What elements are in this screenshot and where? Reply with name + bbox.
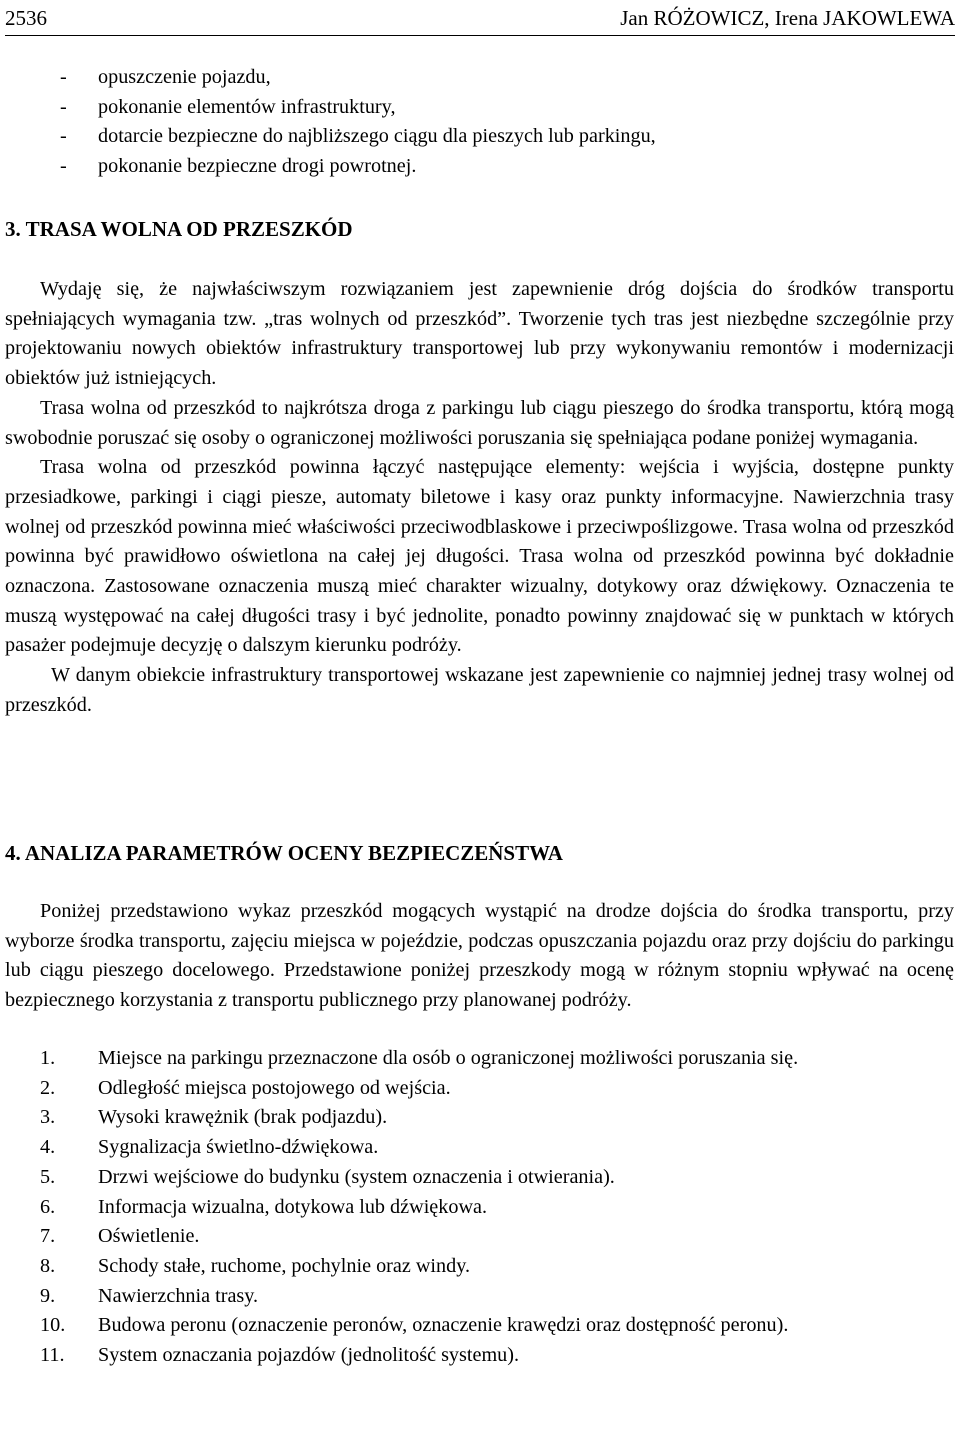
section-3-body xyxy=(5,275,954,721)
list-item xyxy=(60,63,940,93)
list-item xyxy=(60,93,940,123)
list-number: 4. xyxy=(40,1136,56,1159)
list-item xyxy=(40,1074,954,1104)
list-number: 2. xyxy=(40,1076,56,1099)
list-item xyxy=(40,1193,954,1223)
paragraph: Trasa wolna od przeszkód to najkrótsza droga z parkingu lub ciągu pieszego do środka transportu, którą mogą swobodnie poruszać się osoby o ograniczonej możliwości poruszania się spełniająca podane poniżej wymagania. xyxy=(5,396,954,449)
list-item-text: Schody stałe, ruchome, pochylnie oraz windy. xyxy=(98,1254,471,1277)
list-item-text: Drzwi wejściowe do budynku (system oznaczenia i otwierania). xyxy=(98,1165,615,1188)
list-item-text: Budowa peronu (oznaczenie peronów, oznaczenie krawędzi oraz dostępność peronu). xyxy=(98,1314,789,1337)
list-item-text: dotarcie bezpieczne do najbliższego ciągu dla pieszych lub parkingu, xyxy=(98,125,656,148)
paragraph: W danym obiekcie infrastruktury transportowej wskazane jest zapewnienie co najmniej jednej trasy wolnej od przeszkód. xyxy=(5,664,954,716)
list-item-text: Miejsce na parkingu przeznaczone dla osób o ograniczonej możliwości poruszania się. xyxy=(98,1047,799,1069)
page-number: 2536 xyxy=(5,6,47,30)
dash-bullet: - xyxy=(60,155,67,178)
running-authors: Jan RÓŻOWICZ, Irena JAKOWLEWA xyxy=(620,6,955,30)
dash-bullet: - xyxy=(60,125,67,148)
section-3-heading: 3. TRASA WOLNA OD PRZESZKÓD xyxy=(5,217,353,241)
numbered-list xyxy=(40,1044,954,1371)
list-number: 3. xyxy=(40,1106,56,1129)
section-4-heading: 4. ANALIZA PARAMETRÓW OCENY BEZPIECZEŃSTWA xyxy=(5,841,563,865)
list-item xyxy=(60,122,940,152)
list-item-text: opuszczenie pojazdu, xyxy=(98,66,271,88)
list-number: 11. xyxy=(40,1344,65,1367)
list-item xyxy=(40,1252,954,1282)
list-number: 1. xyxy=(40,1047,56,1069)
list-item xyxy=(40,1044,954,1074)
list-item-text: pokonanie bezpieczne drogi powrotnej. xyxy=(98,155,417,178)
list-item xyxy=(40,1311,954,1341)
list-item xyxy=(40,1222,954,1252)
paragraph: Trasa wolna od przeszkód powinna łączyć następujące elementy: wejścia i wyjścia, dostępne punkty przesiadkowe, parkingi i ciągi piesze, automaty biletowe i kasy oraz punkty informacyjne. Nawierzchnia trasy wolnej od przeszkód powinna mieć właściwości przeciwodblaskowe i przeciwpoślizgowe. Trasa wolna od przeszkód powinna być prawidłowo oświetlona na całej jej długości. Trasa wolna od przeszkód powinna być dokładnie oznaczona. Zastosowane oznaczenia muszą mieć charakter wizualny, dotykowy oraz dźwiękowy. Oznaczenia te muszą występować na całej długości trasy i być jednolite, ponadto powinny znajdować się w punktach w których pasażer podejmuje decyzję o dalszym kierunku podróży. xyxy=(5,456,954,657)
list-item xyxy=(40,1103,954,1133)
list-item xyxy=(40,1163,954,1193)
list-item-text: Oświetlenie. xyxy=(98,1225,200,1248)
list-item xyxy=(40,1341,954,1371)
list-item-text: Wysoki krawężnik (brak podjazdu). xyxy=(98,1106,388,1129)
list-item xyxy=(60,152,940,182)
dash-list xyxy=(60,63,940,182)
list-number: 5. xyxy=(40,1165,56,1188)
page-header xyxy=(5,3,955,36)
list-number: 9. xyxy=(40,1284,56,1307)
list-item-text: Informacja wizualna, dotykowa lub dźwiękowa. xyxy=(98,1195,488,1218)
list-number: 8. xyxy=(40,1254,56,1277)
section-4-intro xyxy=(5,897,954,1016)
list-item-text: pokonanie elementów infrastruktury, xyxy=(98,95,396,118)
list-number: 6. xyxy=(40,1195,56,1218)
paragraph: Wydaję się, że najwłaściwszym rozwiązaniem jest zapewnienie dróg dojścia do środków transportu spełniających wymagania tzw. „tras wolnych od przeszkód”. Tworzenie tych tras jest niezbędne szczególnie przy projektowaniu nowych obiektów infrastruktury transportowej lub przy wykonywaniu remontów i modernizacji obiektów już istniejących. xyxy=(5,278,954,390)
list-item-text: Odległość miejsca postojowego od wejścia. xyxy=(98,1076,451,1099)
list-item xyxy=(40,1282,954,1312)
paragraph: Poniżej przedstawiono wykaz przeszkód mogących wystąpić na drodze dojścia do środka transportu, przy wyborze środka transportu, zajęciu miejsca w pojeździe, podczas opuszczania pojazdu oraz przy dojściu do parkingu lub ciągu pieszego docelowego. Przedstawione poniżej przeszkody mogą w różnym stopniu wpływać na ocenę bezpiecznego korzystania z transportu publicznego przy planowanej podróży. xyxy=(5,900,954,1012)
list-item-text: Sygnalizacja świetlno-dźwiękowa. xyxy=(98,1136,379,1159)
list-number: 7. xyxy=(40,1225,56,1248)
list-item xyxy=(40,1133,954,1163)
dash-bullet: - xyxy=(60,66,67,88)
dash-bullet: - xyxy=(60,95,67,118)
list-number: 10. xyxy=(40,1314,66,1337)
list-item-text: System oznaczania pojazdów (jednolitość systemu). xyxy=(98,1344,520,1367)
list-item-text: Nawierzchnia trasy. xyxy=(98,1284,259,1307)
